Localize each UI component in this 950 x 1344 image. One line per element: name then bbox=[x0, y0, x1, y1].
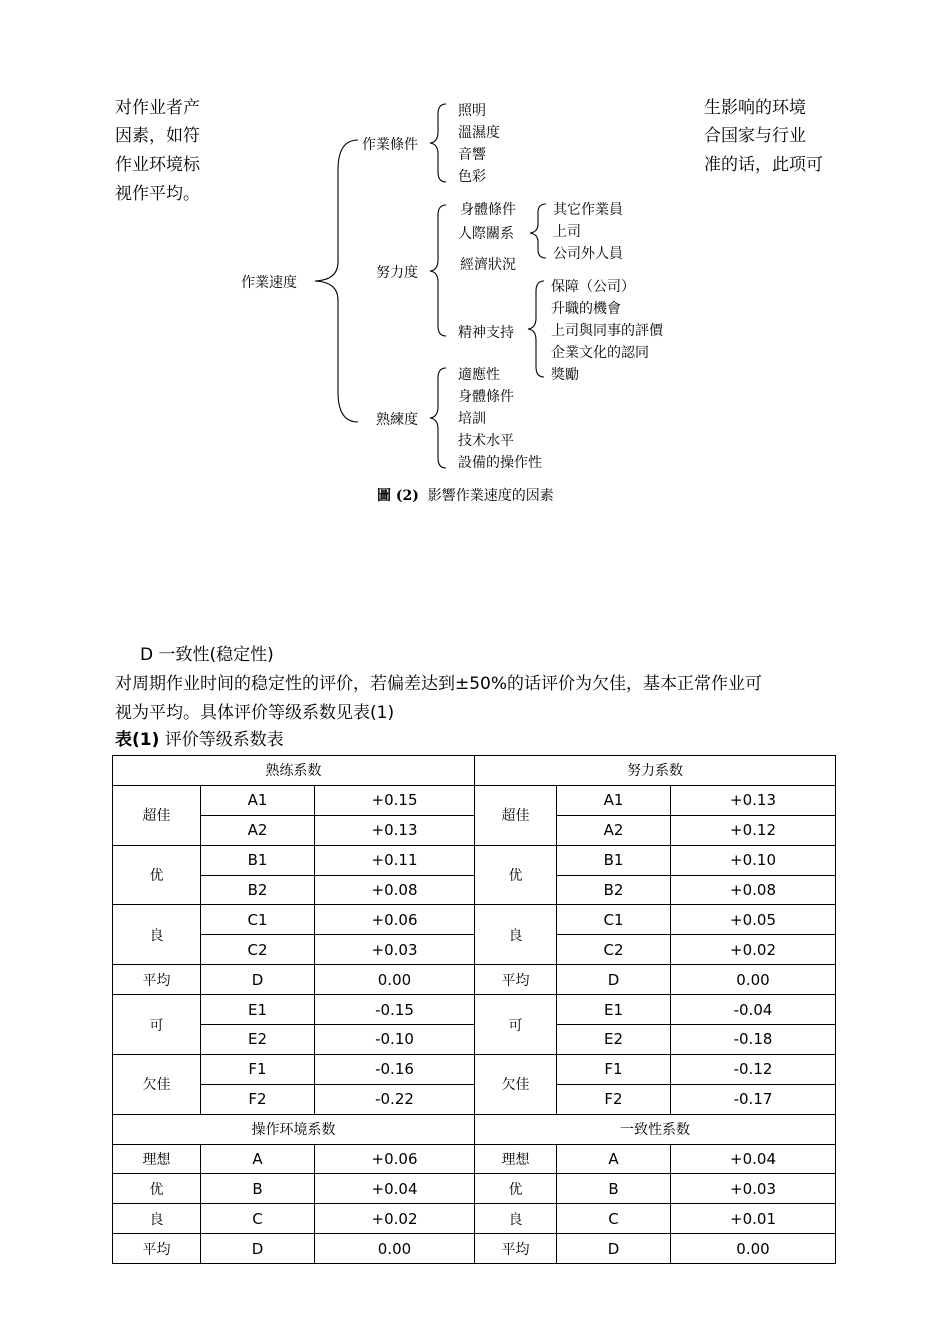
table-row bbox=[113, 965, 836, 995]
coefficient-cell: +0.08 bbox=[671, 875, 836, 905]
table-row bbox=[113, 845, 836, 875]
tree-leaf: 適應性 bbox=[458, 367, 500, 383]
tree-conditions-label: 作業條件 bbox=[362, 137, 418, 153]
figure-caption bbox=[377, 485, 554, 505]
tree-leaf: 上司 bbox=[553, 224, 581, 240]
level-cell: 良 bbox=[113, 1204, 201, 1234]
tree-leaf: 人際關系 bbox=[458, 226, 514, 242]
coefficient-cell: -0.04 bbox=[671, 995, 836, 1025]
grade-cell: F1 bbox=[201, 1054, 315, 1084]
tree-leaf: 經濟狀況 bbox=[460, 257, 516, 273]
tree-leaf: 升職的機會 bbox=[551, 301, 621, 317]
table-row bbox=[113, 815, 836, 845]
section-heading: D 一致性(稳定性) bbox=[140, 645, 274, 665]
section-paragraph-line: 视为平均。具体评价等级系数见表(1) bbox=[115, 703, 395, 723]
coefficient-cell: +0.04 bbox=[671, 1144, 836, 1174]
section-paragraph-line: 对周期作业时间的稳定性的评价，若偏差达到±50%的话评价为欠佳，基本正常作业可 bbox=[115, 674, 763, 694]
effort-brace bbox=[430, 205, 446, 336]
intro-right-line: 生影响的环境 bbox=[704, 98, 806, 118]
coefficient-cell: -0.10 bbox=[315, 1025, 475, 1055]
level-cell: 良 bbox=[475, 905, 557, 965]
coefficient-cell: -0.15 bbox=[315, 995, 475, 1025]
level-cell: 平均 bbox=[475, 965, 557, 995]
grade-cell: D bbox=[557, 1234, 671, 1264]
intro-left-line: 视作平均。 bbox=[115, 184, 200, 204]
coefficient-cell: +0.03 bbox=[315, 935, 475, 965]
table-row bbox=[113, 1054, 836, 1084]
grade-cell: D bbox=[201, 1234, 315, 1264]
grade-cell: C bbox=[557, 1204, 671, 1234]
coefficient-cell: +0.13 bbox=[315, 815, 475, 845]
level-cell: 优 bbox=[475, 845, 557, 905]
grade-cell: E1 bbox=[201, 995, 315, 1025]
relations-brace bbox=[530, 204, 546, 258]
intro-right-line: 准的话，此项可 bbox=[704, 155, 823, 175]
tree-leaf: 上司與同事的評價 bbox=[551, 323, 663, 339]
table-section-header: 操作环境系数 bbox=[113, 1114, 475, 1144]
level-cell: 理想 bbox=[475, 1144, 557, 1174]
grade-cell: C2 bbox=[557, 935, 671, 965]
tree-effort-label: 努力度 bbox=[376, 265, 418, 281]
grade-cell: B1 bbox=[557, 845, 671, 875]
level-cell: 优 bbox=[475, 1174, 557, 1204]
tree-leaf: 身體條件 bbox=[458, 389, 514, 405]
grade-cell: A bbox=[557, 1144, 671, 1174]
level-cell: 优 bbox=[113, 1174, 201, 1204]
tree-leaf: 溫濕度 bbox=[458, 125, 500, 141]
table-row bbox=[113, 1084, 836, 1114]
table-header-row bbox=[113, 1114, 836, 1144]
tree-leaf: 精神支持 bbox=[458, 325, 514, 341]
grade-cell: D bbox=[557, 965, 671, 995]
level-cell: 良 bbox=[113, 905, 201, 965]
level-cell: 欠佳 bbox=[475, 1054, 557, 1114]
grade-cell: C2 bbox=[201, 935, 315, 965]
coefficient-cell: -0.12 bbox=[671, 1054, 836, 1084]
table-label-text: 评价等级系数表 bbox=[159, 730, 284, 750]
figure-caption-number: 圖 (2) bbox=[377, 488, 419, 504]
grade-cell: B bbox=[201, 1174, 315, 1204]
table-row bbox=[113, 1144, 836, 1174]
spirit-brace bbox=[528, 281, 544, 377]
coefficient-cell: +0.02 bbox=[315, 1204, 475, 1234]
table-label bbox=[115, 726, 284, 755]
coefficient-cell: 0.00 bbox=[315, 965, 475, 995]
tree-leaf: 獎勵 bbox=[551, 367, 579, 383]
tree-leaf: 設備的操作性 bbox=[458, 455, 542, 471]
level-cell: 平均 bbox=[475, 1234, 557, 1264]
grade-cell: E2 bbox=[557, 1025, 671, 1055]
coefficient-cell: -0.17 bbox=[671, 1084, 836, 1114]
coefficient-cell: +0.04 bbox=[315, 1174, 475, 1204]
tree-leaf: 公司外人員 bbox=[553, 246, 623, 262]
grade-cell: C1 bbox=[201, 905, 315, 935]
conditions-brace bbox=[430, 104, 446, 182]
coefficient-cell: +0.01 bbox=[671, 1204, 836, 1234]
grade-cell: F1 bbox=[557, 1054, 671, 1084]
tree-skill-label: 熟練度 bbox=[376, 412, 418, 428]
coefficient-cell: +0.10 bbox=[671, 845, 836, 875]
coefficient-cell: +0.03 bbox=[671, 1174, 836, 1204]
level-cell: 平均 bbox=[113, 1234, 201, 1264]
coefficient-cell: 0.00 bbox=[671, 1234, 836, 1264]
grade-cell: C1 bbox=[557, 905, 671, 935]
grade-cell: C bbox=[201, 1204, 315, 1234]
coefficient-cell: +0.11 bbox=[315, 845, 475, 875]
table-row bbox=[113, 995, 836, 1025]
intro-left-line: 作业环境标 bbox=[115, 155, 200, 175]
tree-leaf: 音響 bbox=[458, 147, 486, 163]
tree-leaf: 其它作業員 bbox=[553, 202, 623, 218]
level-cell: 优 bbox=[113, 845, 201, 905]
grade-cell: B2 bbox=[557, 875, 671, 905]
tree-leaf: 照明 bbox=[458, 103, 486, 119]
grade-cell: A1 bbox=[557, 785, 671, 815]
grade-cell: B2 bbox=[201, 875, 315, 905]
grade-cell: A2 bbox=[557, 815, 671, 845]
intro-right-line: 合国家与行业 bbox=[704, 126, 806, 146]
level-cell: 可 bbox=[475, 995, 557, 1055]
level-cell: 良 bbox=[475, 1204, 557, 1234]
tree-leaf: 企業文化的認同 bbox=[551, 345, 649, 361]
root-brace bbox=[315, 140, 358, 422]
tree-root-label: 作業速度 bbox=[241, 275, 297, 291]
grade-cell: E2 bbox=[201, 1025, 315, 1055]
level-cell: 平均 bbox=[113, 965, 201, 995]
grade-cell: D bbox=[201, 965, 315, 995]
tree-leaf: 身體條件 bbox=[460, 202, 516, 218]
coefficient-cell: +0.06 bbox=[315, 1144, 475, 1174]
level-cell: 超佳 bbox=[113, 785, 201, 845]
level-cell: 超佳 bbox=[475, 785, 557, 845]
grade-cell: B bbox=[557, 1174, 671, 1204]
tree-leaf: 保障（公司） bbox=[551, 279, 635, 295]
table-section-header: 一致性系数 bbox=[475, 1114, 836, 1144]
coefficient-cell: +0.08 bbox=[315, 875, 475, 905]
table-section-header: 熟练系数 bbox=[113, 756, 475, 786]
coefficient-cell: +0.05 bbox=[671, 905, 836, 935]
coefficient-cell: 0.00 bbox=[671, 965, 836, 995]
grade-cell: B1 bbox=[201, 845, 315, 875]
grade-cell: A bbox=[201, 1144, 315, 1174]
level-cell: 欠佳 bbox=[113, 1054, 201, 1114]
coefficient-cell: +0.02 bbox=[671, 935, 836, 965]
coefficient-cell: +0.13 bbox=[671, 785, 836, 815]
coefficient-cell: -0.18 bbox=[671, 1025, 836, 1055]
table-row bbox=[113, 1204, 836, 1234]
table-row bbox=[113, 1234, 836, 1264]
table-row bbox=[113, 875, 836, 905]
table-row bbox=[113, 1025, 836, 1055]
grade-cell: A2 bbox=[201, 815, 315, 845]
tree-leaf: 培訓 bbox=[458, 411, 486, 427]
table-section-header: 努力系数 bbox=[475, 756, 836, 786]
table-row bbox=[113, 935, 836, 965]
coefficient-cell: +0.15 bbox=[315, 785, 475, 815]
coefficient-cell: 0.00 bbox=[315, 1234, 475, 1264]
coefficient-cell: -0.22 bbox=[315, 1084, 475, 1114]
grade-cell: E1 bbox=[557, 995, 671, 1025]
figure-caption-text: 影響作業速度的因素 bbox=[427, 488, 554, 504]
coefficient-cell: +0.06 bbox=[315, 905, 475, 935]
grade-cell: F2 bbox=[201, 1084, 315, 1114]
grade-cell: A1 bbox=[201, 785, 315, 815]
tree-leaf: 色彩 bbox=[458, 169, 486, 185]
grade-cell: F2 bbox=[557, 1084, 671, 1114]
level-cell: 理想 bbox=[113, 1144, 201, 1174]
level-cell: 可 bbox=[113, 995, 201, 1055]
intro-left-line: 对作业者产 bbox=[115, 98, 200, 118]
table-label-number: 表(1) bbox=[115, 730, 160, 750]
tree-leaf: 技术水平 bbox=[458, 433, 514, 449]
coefficient-cell: +0.12 bbox=[671, 815, 836, 845]
coefficient-table bbox=[112, 755, 836, 1264]
table-row bbox=[113, 785, 836, 815]
table-row bbox=[113, 1174, 836, 1204]
intro-left-line: 因素，如符 bbox=[115, 126, 200, 146]
coefficient-cell: -0.16 bbox=[315, 1054, 475, 1084]
table-header-row bbox=[113, 756, 836, 786]
skill-brace bbox=[430, 368, 446, 468]
table-row bbox=[113, 905, 836, 935]
